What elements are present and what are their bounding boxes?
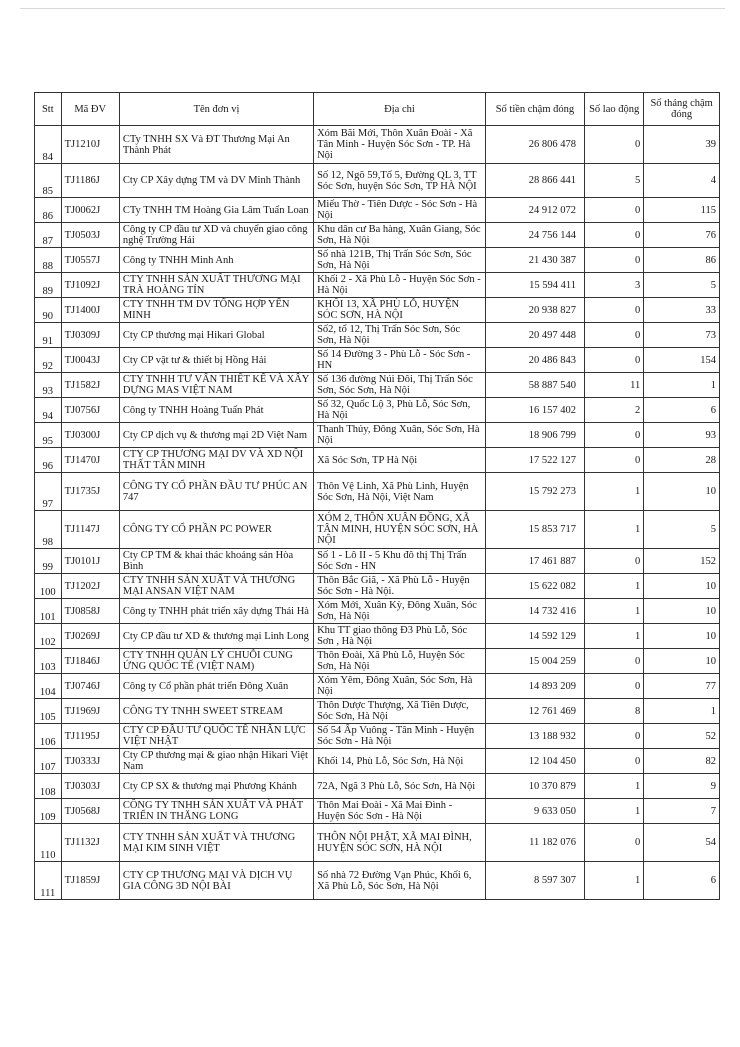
cell-dia-chi: Khu dân cư Ba hàng, Xuân Giang, Sóc Sơn, Hà Nội [314, 223, 486, 248]
cell-stt: 99 [35, 549, 62, 574]
cell-dia-chi: Xóm Yêm, Đông Xuân, Sóc Sơn, Hà Nội [314, 674, 486, 699]
cell-ma-dv: TJ0043J [61, 348, 119, 373]
cell-stt: 92 [35, 348, 62, 373]
cell-so-lao-dong: 1 [585, 862, 644, 900]
cell-ma-dv: TJ1582J [61, 373, 119, 398]
cell-so-thang: 10 [644, 649, 720, 674]
cell-so-thang: 1 [644, 699, 720, 724]
cell-so-tien: 12 104 450 [485, 749, 584, 774]
cell-so-tien: 28 866 441 [485, 164, 584, 198]
cell-so-lao-dong: 1 [585, 774, 644, 799]
cell-stt: 87 [35, 223, 62, 248]
cell-so-lao-dong: 0 [585, 674, 644, 699]
table-row [35, 198, 720, 223]
cell-dia-chi: Số 136 đường Núi Đôi, Thị Trấn Sóc Sơn, Sóc Sơn, Hà Nội [314, 373, 486, 398]
cell-so-tien: 24 756 144 [485, 223, 584, 248]
table-row [35, 774, 720, 799]
cell-so-tien: 16 157 402 [485, 398, 584, 423]
cell-so-thang: 10 [644, 473, 720, 511]
cell-so-thang: 82 [644, 749, 720, 774]
cell-so-thang: 5 [644, 273, 720, 298]
cell-ma-dv: TJ1846J [61, 649, 119, 674]
cell-stt: 98 [35, 511, 62, 549]
cell-stt: 108 [35, 774, 62, 799]
cell-so-thang: 93 [644, 423, 720, 448]
cell-ma-dv: TJ1470J [61, 448, 119, 473]
table-row [35, 348, 720, 373]
cell-dia-chi: Số 32, Quốc Lộ 3, Phù Lỗ, Sóc Sơn, Hà Nội [314, 398, 486, 423]
cell-so-tien: 20 486 843 [485, 348, 584, 373]
cell-ten-don-vi: Công ty TNHH Minh Anh [119, 248, 313, 273]
cell-stt: 95 [35, 423, 62, 448]
table-row [35, 126, 720, 164]
cell-ma-dv: TJ1859J [61, 862, 119, 900]
cell-ma-dv: TJ0503J [61, 223, 119, 248]
cell-dia-chi: KHỐI 13, XÃ PHÙ LỖ, HUYỆN SÓC SƠN, HÀ NỘI [314, 298, 486, 323]
cell-so-thang: 4 [644, 164, 720, 198]
cell-ten-don-vi: Cty CP thương mại Hikari Global [119, 323, 313, 348]
cell-dia-chi: Số nhà 121B, Thị Trấn Sóc Sơn, Sóc Sơn, Hà Nội [314, 248, 486, 273]
cell-ten-don-vi: CTY TNHH QUẢN LÝ CHUỖI CUNG ỨNG QUỐC TẾ (VIỆT NAM) [119, 649, 313, 674]
cell-stt: 106 [35, 724, 62, 749]
cell-ten-don-vi: Cty CP thương mại & giao nhận Hikari Việt Nam [119, 749, 313, 774]
cell-so-lao-dong: 0 [585, 298, 644, 323]
table-row [35, 699, 720, 724]
cell-so-tien: 13 188 932 [485, 724, 584, 749]
cell-stt: 94 [35, 398, 62, 423]
header-ten-don-vi: Tên đơn vị [119, 93, 313, 126]
cell-ten-don-vi: Cty CP dịch vụ & thương mại 2D Việt Nam [119, 423, 313, 448]
table-row [35, 511, 720, 549]
cell-dia-chi: Số 14 Đường 3 - Phù Lỗ - Sóc Sơn - HN [314, 348, 486, 373]
cell-ten-don-vi: CTY TNHH SẢN XUẤT THƯƠNG MẠI TRÀ HOÀNG TÍN [119, 273, 313, 298]
cell-ten-don-vi: CTY TNHH TM DV TỔNG HỢP YẾN MINH [119, 298, 313, 323]
table-body [35, 126, 720, 900]
cell-dia-chi: Số 1 - Lô II - 5 Khu đô thị Thị Trấn Sóc Sơn - HN [314, 549, 486, 574]
cell-ten-don-vi: CÔNG TY CỔ PHẦN ĐẦU TƯ PHÚC AN 747 [119, 473, 313, 511]
cell-stt: 93 [35, 373, 62, 398]
cell-so-lao-dong: 0 [585, 323, 644, 348]
cell-so-lao-dong: 1 [585, 799, 644, 824]
cell-so-tien: 18 906 799 [485, 423, 584, 448]
cell-stt: 91 [35, 323, 62, 348]
cell-so-tien: 14 732 416 [485, 599, 584, 624]
cell-so-thang: 10 [644, 624, 720, 649]
table-row [35, 724, 720, 749]
cell-ten-don-vi: Công ty TNHH Hoàng Tuấn Phát [119, 398, 313, 423]
table-row [35, 423, 720, 448]
cell-ma-dv: TJ0269J [61, 624, 119, 649]
cell-ten-don-vi: CTY CP THƯƠNG MẠI DV VÀ XD NỘI THẤT TÂN MINH [119, 448, 313, 473]
cell-stt: 110 [35, 824, 62, 862]
cell-stt: 90 [35, 298, 62, 323]
table-row [35, 373, 720, 398]
cell-so-lao-dong: 0 [585, 198, 644, 223]
cell-dia-chi: Xã Sóc Sơn, TP Hà Nội [314, 448, 486, 473]
cell-so-tien: 17 522 127 [485, 448, 584, 473]
cell-ma-dv: TJ0333J [61, 749, 119, 774]
cell-so-lao-dong: 0 [585, 423, 644, 448]
cell-so-thang: 54 [644, 824, 720, 862]
table-row [35, 649, 720, 674]
cell-ten-don-vi: CTY TNHH SẢN XUẤT VÀ THƯƠNG MẠI ANSAN VIỆT NAM [119, 574, 313, 599]
table-row [35, 824, 720, 862]
cell-so-lao-dong: 1 [585, 473, 644, 511]
cell-stt: 97 [35, 473, 62, 511]
cell-so-lao-dong: 1 [585, 624, 644, 649]
cell-stt: 102 [35, 624, 62, 649]
header-so-thang: Số tháng chậm đóng [644, 93, 720, 126]
cell-so-thang: 5 [644, 511, 720, 549]
cell-so-lao-dong: 0 [585, 448, 644, 473]
cell-so-thang: 9 [644, 774, 720, 799]
cell-ma-dv: TJ1735J [61, 473, 119, 511]
cell-ten-don-vi: Cty CP vật tư & thiết bị Hồng Hải [119, 348, 313, 373]
cell-ten-don-vi: CTy TNHH SX Và ĐT Thương Mại An Thành Phát [119, 126, 313, 164]
cell-so-tien: 8 597 307 [485, 862, 584, 900]
cell-so-lao-dong: 11 [585, 373, 644, 398]
cell-stt: 107 [35, 749, 62, 774]
cell-stt: 109 [35, 799, 62, 824]
table-row [35, 223, 720, 248]
cell-ten-don-vi: CÔNG TY TNHH SWEET STREAM [119, 699, 313, 724]
cell-so-lao-dong: 0 [585, 724, 644, 749]
cell-stt: 100 [35, 574, 62, 599]
cell-dia-chi: Miếu Thờ - Tiên Dược - Sóc Sơn - Hà Nội [314, 198, 486, 223]
cell-so-thang: 86 [644, 248, 720, 273]
cell-dia-chi: Số 12, Ngõ 59,Tổ 5, Đường QL 3, TT Sóc Sơn, huyện Sóc Sơn, TP HÀ NỘI [314, 164, 486, 198]
cell-ten-don-vi: Cty CP đầu tư XD & thương mại Linh Long [119, 624, 313, 649]
cell-so-thang: 39 [644, 126, 720, 164]
cell-so-thang: 76 [644, 223, 720, 248]
cell-ma-dv: TJ0756J [61, 398, 119, 423]
header-ma-dv: Mã ĐV [61, 93, 119, 126]
cell-ten-don-vi: CTY CP THƯƠNG MẠI VÀ DỊCH VỤ GIA CÔNG 3D NỘI BÀI [119, 862, 313, 900]
cell-so-tien: 21 430 387 [485, 248, 584, 273]
cell-ma-dv: TJ1147J [61, 511, 119, 549]
cell-ma-dv: TJ1400J [61, 298, 119, 323]
table-row [35, 448, 720, 473]
cell-so-thang: 77 [644, 674, 720, 699]
cell-dia-chi: Số nhà 72 Đường Vạn Phúc, Khối 6, Xã Phù Lỗ, Sóc Sơn, Hà Nội [314, 862, 486, 900]
cell-ten-don-vi: CTy TNHH TM Hoàng Gia Lâm Tuấn Loan [119, 198, 313, 223]
cell-so-thang: 6 [644, 398, 720, 423]
header-so-tien: Số tiền chậm đóng [485, 93, 584, 126]
cell-ten-don-vi: Cty CP SX & thương mại Phương Khánh [119, 774, 313, 799]
cell-so-thang: 6 [644, 862, 720, 900]
cell-ten-don-vi: CÔNG TY TNHH SẢN XUẤT VÀ PHÁT TRIỂN IN THĂNG LONG [119, 799, 313, 824]
table-row [35, 624, 720, 649]
table-row [35, 298, 720, 323]
cell-so-lao-dong: 5 [585, 164, 644, 198]
header-dia-chi: Địa chỉ [314, 93, 486, 126]
cell-stt: 88 [35, 248, 62, 273]
cell-stt: 89 [35, 273, 62, 298]
cell-ma-dv: TJ0746J [61, 674, 119, 699]
cell-so-lao-dong: 0 [585, 749, 644, 774]
cell-ma-dv: TJ1186J [61, 164, 119, 198]
table-row [35, 549, 720, 574]
cell-dia-chi: 72A, Ngã 3 Phù Lỗ, Sóc Sơn, Hà Nội [314, 774, 486, 799]
cell-so-tien: 20 938 827 [485, 298, 584, 323]
cell-so-tien: 15 004 259 [485, 649, 584, 674]
cell-so-thang: 28 [644, 448, 720, 473]
cell-so-thang: 1 [644, 373, 720, 398]
cell-ma-dv: TJ0309J [61, 323, 119, 348]
cell-dia-chi: Khối 2 - Xã Phù Lỗ - Huyện Sóc Sơn - Hà Nội [314, 273, 486, 298]
cell-so-tien: 15 792 273 [485, 473, 584, 511]
cell-dia-chi: Xóm Mới, Xuân Kỳ, Đông Xuân, Sóc Sơn, Hà Nội [314, 599, 486, 624]
cell-stt: 105 [35, 699, 62, 724]
cell-ma-dv: TJ0557J [61, 248, 119, 273]
cell-so-thang: 52 [644, 724, 720, 749]
cell-so-lao-dong: 2 [585, 398, 644, 423]
cell-dia-chi: Số 54 Ấp Vuông - Tân Minh - Huyện Sóc Sơn - Hà Nội [314, 724, 486, 749]
cell-ten-don-vi: Công ty Cổ phần phát triển Đông Xuân [119, 674, 313, 699]
cell-so-tien: 9 633 050 [485, 799, 584, 824]
cell-dia-chi: Thôn Dược Thượng, Xã Tiên Dược, Sóc Sơn, Hà Nội [314, 699, 486, 724]
cell-dia-chi: Thanh Thủy, Đông Xuân, Sóc Sơn, Hà Nội [314, 423, 486, 448]
cell-stt: 84 [35, 126, 62, 164]
table-row [35, 164, 720, 198]
cell-so-lao-dong: 0 [585, 248, 644, 273]
cell-so-lao-dong: 0 [585, 649, 644, 674]
table-row [35, 574, 720, 599]
cell-so-thang: 152 [644, 549, 720, 574]
cell-so-tien: 24 912 072 [485, 198, 584, 223]
cell-ma-dv: TJ1202J [61, 574, 119, 599]
page-top-rule [20, 8, 725, 9]
cell-dia-chi: Khu TT giao thông Đ3 Phù Lỗ, Sóc Sơn , Hà Nội [314, 624, 486, 649]
cell-ten-don-vi: Công ty CP đầu tư XD và chuyển giao công nghệ Trường Hải [119, 223, 313, 248]
cell-so-tien: 58 887 540 [485, 373, 584, 398]
table-row [35, 323, 720, 348]
cell-dia-chi: XÓM 2, THÔN XUÂN ĐỒNG, XÃ TÂN MINH, HUYỆN SÓC SƠN, HÀ NỘI [314, 511, 486, 549]
cell-ma-dv: TJ0101J [61, 549, 119, 574]
cell-dia-chi: Khối 14, Phù Lỗ, Sóc Sơn, Hà Nội [314, 749, 486, 774]
cell-ma-dv: TJ1969J [61, 699, 119, 724]
cell-ten-don-vi: CTY TNHH TƯ VẤN THIẾT KẾ VÀ XÂY DỰNG MAS VIỆT NAM [119, 373, 313, 398]
cell-so-lao-dong: 0 [585, 223, 644, 248]
table-row [35, 599, 720, 624]
cell-so-lao-dong: 8 [585, 699, 644, 724]
cell-stt: 86 [35, 198, 62, 223]
cell-so-lao-dong: 0 [585, 126, 644, 164]
cell-so-lao-dong: 0 [585, 549, 644, 574]
cell-ma-dv: TJ1210J [61, 126, 119, 164]
table-row [35, 674, 720, 699]
table-row [35, 273, 720, 298]
cell-ma-dv: TJ0303J [61, 774, 119, 799]
cell-stt: 111 [35, 862, 62, 900]
table-row [35, 799, 720, 824]
cell-so-lao-dong: 1 [585, 511, 644, 549]
cell-so-thang: 10 [644, 599, 720, 624]
cell-so-tien: 15 594 411 [485, 273, 584, 298]
cell-stt: 96 [35, 448, 62, 473]
cell-dia-chi: Thôn Đoài, Xã Phù Lỗ, Huyện Sóc Sơn, Hà Nội [314, 649, 486, 674]
cell-so-thang: 154 [644, 348, 720, 373]
table-row [35, 398, 720, 423]
cell-so-tien: 11 182 076 [485, 824, 584, 862]
cell-so-tien: 14 592 129 [485, 624, 584, 649]
cell-ma-dv: TJ1132J [61, 824, 119, 862]
table-row [35, 248, 720, 273]
cell-so-tien: 20 497 448 [485, 323, 584, 348]
cell-so-tien: 15 622 082 [485, 574, 584, 599]
cell-ma-dv: TJ0300J [61, 423, 119, 448]
cell-so-thang: 10 [644, 574, 720, 599]
cell-so-tien: 15 853 717 [485, 511, 584, 549]
cell-so-tien: 14 893 209 [485, 674, 584, 699]
cell-so-thang: 33 [644, 298, 720, 323]
cell-dia-chi: Thôn Mai Đoài - Xã Mai Đình - Huyện Sóc Sơn - Hà Nội [314, 799, 486, 824]
cell-dia-chi: Xóm Bãi Mới, Thôn Xuân Đoài - Xã Tân Minh - Huyện Sóc Sơn - TP. Hà Nội [314, 126, 486, 164]
cell-stt: 104 [35, 674, 62, 699]
header-stt: Stt [35, 93, 62, 126]
cell-ten-don-vi: CTY CP ĐẦU TƯ QUỐC TẾ NHÂN LỰC VIỆT NHẬT [119, 724, 313, 749]
cell-ma-dv: TJ0062J [61, 198, 119, 223]
cell-ten-don-vi: CÔNG TY CỔ PHẦN PC POWER [119, 511, 313, 549]
cell-stt: 103 [35, 649, 62, 674]
cell-stt: 101 [35, 599, 62, 624]
cell-ma-dv: TJ1195J [61, 724, 119, 749]
cell-dia-chi: Thôn Bắc Giã, - Xã Phù Lỗ - Huyện Sóc Sơn - Hà Nội. [314, 574, 486, 599]
table-row [35, 862, 720, 900]
cell-dia-chi: THÔN NỘI PHẬT, XÃ MAI ĐÌNH, HUYỆN SÓC SƠN, HÀ NỘI [314, 824, 486, 862]
cell-so-thang: 73 [644, 323, 720, 348]
cell-ten-don-vi: Công ty TNHH phát triển xây dựng Thái Hà [119, 599, 313, 624]
cell-dia-chi: Thôn Vệ Linh, Xã Phù Linh, Huyện Sóc Sơn, Hà Nội, Việt Nam [314, 473, 486, 511]
cell-ten-don-vi: CTY TNHH SẢN XUẤT VÀ THƯƠNG MẠI KIM SINH VIỆT [119, 824, 313, 862]
cell-so-tien: 12 761 469 [485, 699, 584, 724]
cell-dia-chi: Số2, tổ 12, Thị Trấn Sóc Sơn, Sóc Sơn, Hà Nội [314, 323, 486, 348]
cell-so-thang: 7 [644, 799, 720, 824]
cell-so-lao-dong: 1 [585, 599, 644, 624]
cell-so-tien: 10 370 879 [485, 774, 584, 799]
cell-so-lao-dong: 0 [585, 348, 644, 373]
table-row [35, 749, 720, 774]
table-header-row [35, 93, 720, 126]
header-so-lao-dong: Số lao động [585, 93, 644, 126]
cell-ma-dv: TJ0858J [61, 599, 119, 624]
cell-so-lao-dong: 0 [585, 824, 644, 862]
cell-ten-don-vi: Cty CP TM & khai thác khoáng sản Hòa Bình [119, 549, 313, 574]
cell-so-tien: 17 461 887 [485, 549, 584, 574]
cell-so-lao-dong: 3 [585, 273, 644, 298]
cell-so-lao-dong: 1 [585, 574, 644, 599]
cell-stt: 85 [35, 164, 62, 198]
cell-ma-dv: TJ1092J [61, 273, 119, 298]
table-row [35, 473, 720, 511]
cell-so-thang: 115 [644, 198, 720, 223]
cell-so-tien: 26 806 478 [485, 126, 584, 164]
cell-ten-don-vi: Cty CP Xây dựng TM và DV Minh Thành [119, 164, 313, 198]
cell-ma-dv: TJ0568J [61, 799, 119, 824]
debt-table [34, 92, 720, 900]
